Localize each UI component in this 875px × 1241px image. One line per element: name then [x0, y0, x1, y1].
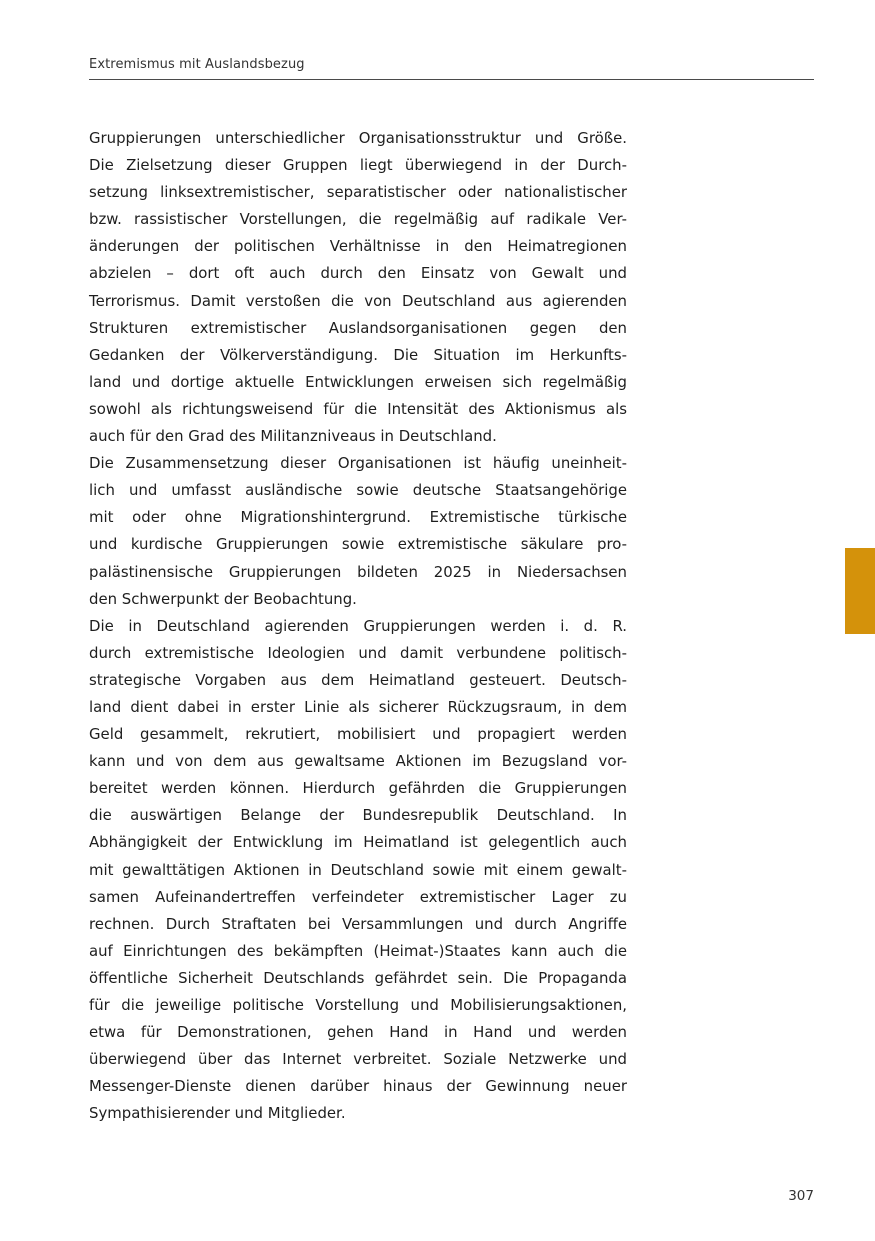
- text-line: setzung linksextremistischer, separatistischer oder nationalistischer: [89, 183, 627, 202]
- text-line: Gruppierungen unterschiedlicher Organisationsstruktur und Größe.: [89, 129, 627, 147]
- text-line: palästinensische Gruppierungen bildeten 2025 in Niedersachsen: [89, 562, 627, 581]
- paragraph: [89, 450, 627, 613]
- text-line: bereitet werden können. Hierdurch gefährden die Gruppierungen: [89, 779, 627, 798]
- body-text: [89, 125, 627, 1127]
- text-line: Terrorismus. Damit verstoßen die von Deutschland aus agierenden: [89, 291, 627, 310]
- text-line: abzielen – dort oft auch durch den Einsatz von Gewalt und: [89, 264, 627, 283]
- text-line: auch für den Grad des Militanzniveaus in Deutschland.: [89, 427, 497, 446]
- text-line: änderungen der politischen Verhältnisse in den Heimatregionen: [89, 237, 627, 256]
- text-line: Die Zielsetzung dieser Gruppen liegt überwiegend in der Durch-: [89, 156, 627, 175]
- text-line: die auswärtigen Belange der Bundesrepublik Deutschland. In: [89, 806, 627, 825]
- paragraph: [89, 125, 627, 450]
- text-line: mit oder ohne Migrationshintergrund. Extremistische türkische: [89, 508, 627, 527]
- text-line: Gedanken der Völkerverständigung. Die Situation im Herkunfts-: [89, 345, 627, 364]
- text-line: Die in Deutschland agierenden Gruppierungen werden i. d. R.: [89, 616, 627, 635]
- text-line: Sympathisierender und Mitglieder.: [89, 1104, 346, 1123]
- text-line: land und dortige aktuelle Entwicklungen erweisen sich regelmäßig: [89, 372, 627, 391]
- text-line: Geld gesammelt, rekrutiert, mobilisiert und propagiert werden: [89, 725, 627, 744]
- text-line: land dient dabei in erster Linie als sicherer Rückzugsraum, in dem: [89, 697, 627, 716]
- text-line: samen Aufeinandertreffen verfeindeter extremistischer Lager zu: [89, 887, 627, 906]
- text-line: Messenger-Dienste dienen darüber hinaus der Gewinnung neuer: [89, 1077, 627, 1096]
- text-line: lich und umfasst ausländische sowie deutsche Staatsangehörige: [89, 481, 627, 500]
- text-line: etwa für Demonstrationen, gehen Hand in Hand und werden: [89, 1023, 627, 1042]
- text-line: Strukturen extremistischer Auslandsorganisationen gegen den: [89, 318, 627, 337]
- chapter-thumb-tab: [845, 548, 875, 634]
- text-line: überwiegend über das Internet verbreitet. Soziale Netzwerke und: [89, 1050, 627, 1069]
- text-line: kann und von dem aus gewaltsame Aktionen im Bezugsland vor-: [89, 752, 627, 771]
- page-number: 307: [788, 1188, 814, 1204]
- text-line: mit gewalttätigen Aktionen in Deutschland sowie mit einem gewalt-: [89, 860, 627, 879]
- text-line: auf Einrichtungen des bekämpften (Heimat-)Staates kann auch die: [89, 941, 627, 960]
- running-header: Extremismus mit Auslandsbezug: [89, 57, 305, 72]
- text-line: rechnen. Durch Straftaten bei Versammlungen und durch Angriffe: [89, 914, 627, 933]
- header-rule: [89, 79, 814, 80]
- text-line: bzw. rassistischer Vorstellungen, die regelmäßig auf radikale Ver-: [89, 210, 627, 229]
- text-line: Abhängigkeit der Entwicklung im Heimatland ist gelegentlich auch: [89, 833, 627, 852]
- text-line: öffentliche Sicherheit Deutschlands gefährdet sein. Die Propaganda: [89, 968, 627, 987]
- text-line: den Schwerpunkt der Beobachtung.: [89, 589, 357, 608]
- text-line: durch extremistische Ideologien und damit verbundene politisch-: [89, 643, 627, 662]
- text-line: für die jeweilige politische Vorstellung und Mobilisierungsaktionen,: [89, 996, 627, 1014]
- paragraph: [89, 613, 627, 1128]
- text-line: sowohl als richtungsweisend für die Intensität des Aktionismus als: [89, 399, 627, 418]
- text-line: Die Zusammensetzung dieser Organisationen ist häufig uneinheit-: [89, 454, 627, 473]
- text-line: und kurdische Gruppierungen sowie extremistische säkulare pro-: [89, 535, 627, 554]
- text-line: strategische Vorgaben aus dem Heimatland gesteuert. Deutsch-: [89, 670, 627, 689]
